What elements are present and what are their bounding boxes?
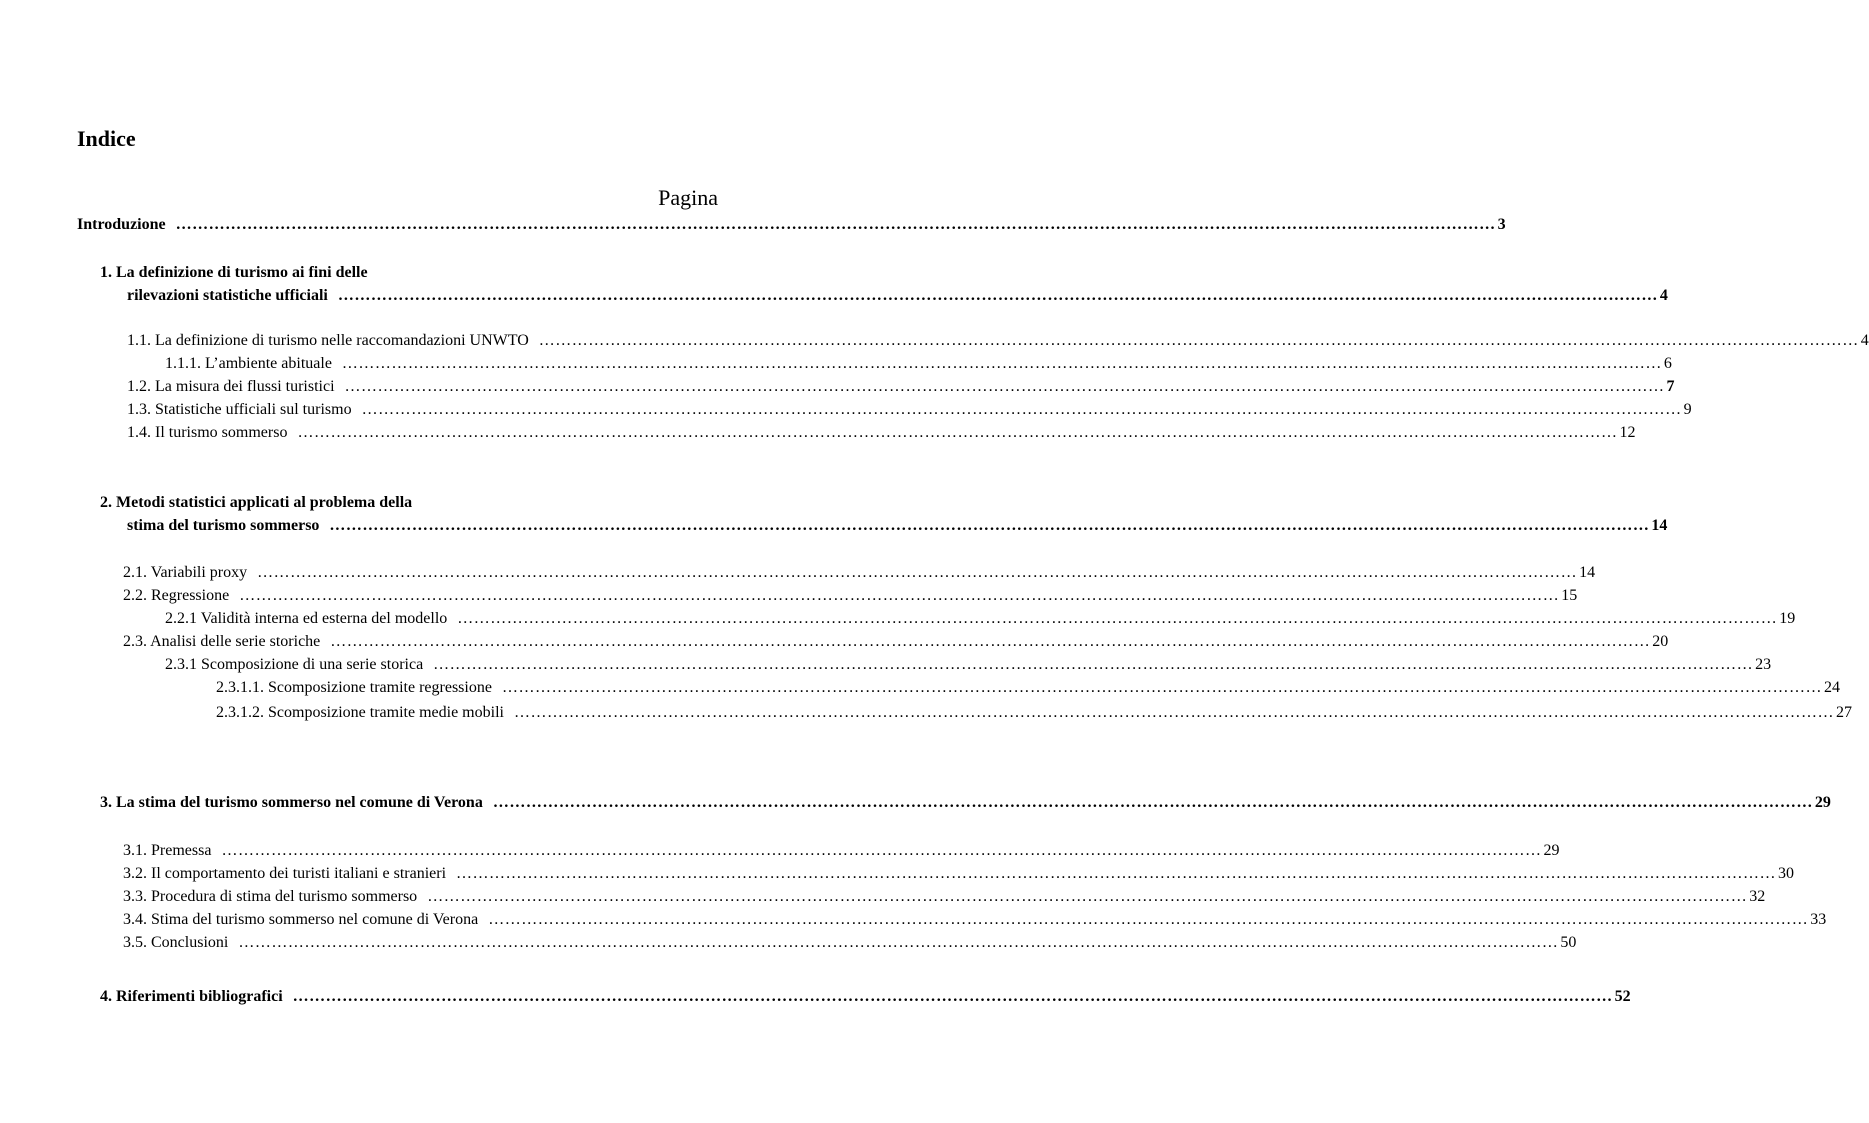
toc-entry-label: 2.3. Analisi delle serie storiche [123,633,321,650]
toc-entry-page: 20 [1652,633,1669,650]
toc-entry-3-2[interactable] [123,863,1795,885]
toc-entry-label: 3. La stima del turismo sommerso nel comune di Verona [100,794,483,811]
leader-dots: …………………………………………………………………………………………………………………………………………………………………………………………………………………… [456,865,1777,882]
toc-entry-page: 14 [1579,564,1596,581]
toc-entry-label: 2.2. Regressione [123,587,230,604]
leader-dots: …………………………………………………………………………………………………………………………………………………………………………………………………………………… [501,679,1822,696]
leader-dots: …………………………………………………………………………………………………………………………………………………………………………………………………………………… [292,988,1613,1005]
toc-entry-intro[interactable] [77,214,1506,236]
toc-entry-page: 19 [1779,610,1796,627]
leader-dots: …………………………………………………………………………………………………………………………………………………………………………………………………………………… [238,934,1559,951]
leader-dots: …………………………………………………………………………………………………………………………………………………………………………………………………………………… [330,633,1651,650]
toc-entry-page: 29 [1543,842,1560,859]
toc-entry-page: 4 [1659,287,1668,304]
toc-entry-1-4[interactable] [127,422,1636,444]
leader-dots: …………………………………………………………………………………………………………………………………………………………………………………………………………………… [488,911,1809,928]
toc-entry-page: 4 [1860,332,1869,349]
toc-entry-page: 14 [1651,517,1668,534]
toc-entry-page: 7 [1666,378,1675,395]
toc-entry-label: 1.3. Statistiche ufficiali sul turismo [127,401,352,418]
toc-entry-2-3[interactable] [123,631,1669,653]
toc-entry-page: 6 [1663,355,1672,372]
toc-entry-page: 33 [1810,911,1827,928]
toc-entry-3-5[interactable] [123,932,1577,954]
toc-entry-label: 3.3. Procedura di stima del turismo sommerso [123,888,418,905]
page-column-header: Pagina [658,185,718,210]
toc-entry-chapter-3[interactable] [100,792,1831,814]
toc-entry-2-3-1-2[interactable] [216,702,1852,724]
toc-entry-page: 30 [1778,865,1795,882]
toc-entry-label: stima del turismo sommerso [127,517,320,534]
toc-entry-3-1[interactable] [123,840,1560,862]
toc-entry-label: 3.5. Conclusioni [123,934,229,951]
toc-entry-label: 2.2.1 Validità interna ed esterna del modello [165,610,448,627]
leader-dots: …………………………………………………………………………………………………………………………………………………………………………………………………………………… [297,424,1618,441]
leader-dots: …………………………………………………………………………………………………………………………………………………………………………………………………………………… [341,355,1662,372]
toc-entry-page: 15 [1561,587,1578,604]
toc-chapter-1-line1[interactable]: 1. La definizione di turismo ai fini delle [100,264,368,281]
toc-entry-label: rilevazioni statistiche ufficiali [127,287,328,304]
leader-dots: …………………………………………………………………………………………………………………………………………………………………………………………………………………… [433,656,1754,673]
toc-entry-chapter-2[interactable] [127,515,1668,537]
toc-entry-label: 2.3.1.2. Scomposizione tramite medie mobili [216,704,504,721]
toc-entry-label: 3.4. Stima del turismo sommerso nel comune di Verona [123,911,479,928]
leader-dots: …………………………………………………………………………………………………………………………………………………………………………………………………………………… [329,517,1650,534]
leader-dots: …………………………………………………………………………………………………………………………………………………………………………………………………………………… [492,794,1813,811]
toc-entry-label: 4. Riferimenti bibliografici [100,988,283,1005]
toc-entry-label: Introduzione [77,216,166,233]
leader-dots: …………………………………………………………………………………………………………………………………………………………………………………………………………………… [457,610,1778,627]
leader-dots: …………………………………………………………………………………………………………………………………………………………………………………………………………………… [427,888,1748,905]
toc-entry-3-3[interactable] [123,886,1766,908]
toc-entry-page: 12 [1619,424,1636,441]
toc-entry-label: 2.3.1.1. Scomposizione tramite regressione [216,679,492,696]
toc-entry-page: 3 [1497,216,1506,233]
leader-dots: …………………………………………………………………………………………………………………………………………………………………………………………………………………… [538,332,1859,349]
page-title: Indice [77,126,136,151]
toc-entry-3-4[interactable] [123,909,1827,931]
leader-dots: …………………………………………………………………………………………………………………………………………………………………………………………………………………… [175,216,1496,233]
leader-dots: …………………………………………………………………………………………………………………………………………………………………………………………………………………… [257,564,1578,581]
toc-entry-page: 50 [1560,934,1577,951]
toc-entry-label: 2.3.1 Scomposizione di una serie storica [165,656,424,673]
toc-entry-label: 1.2. La misura dei flussi turistici [127,378,335,395]
leader-dots: …………………………………………………………………………………………………………………………………………………………………………………………………………………… [344,378,1665,395]
toc-entry-1-1[interactable] [127,330,1869,352]
toc-entry-chapter-1[interactable] [127,285,1668,307]
toc-entry-page: 24 [1823,679,1840,696]
toc-entry-1-2[interactable] [127,376,1675,398]
toc-entry-page: 23 [1755,656,1772,673]
toc-entry-label: 1.1.1. L’ambiente abituale [165,355,332,372]
toc-entry-page: 29 [1814,794,1831,811]
toc-entry-2-3-1[interactable] [165,654,1772,676]
toc-entry-1-3[interactable] [127,399,1692,421]
leader-dots: …………………………………………………………………………………………………………………………………………………………………………………………………………………… [361,401,1682,418]
toc-entry-page: 52 [1614,988,1631,1005]
leader-dots: …………………………………………………………………………………………………………………………………………………………………………………………………………………… [221,842,1542,859]
toc-entry-label: 1.4. Il turismo sommerso [127,424,288,441]
toc-entry-2-1[interactable] [123,562,1596,584]
toc-entry-label: 1.1. La definizione di turismo nelle raccomandazioni UNWTO [127,332,529,349]
toc-entry-page: 9 [1683,401,1692,418]
toc-entry-2-2[interactable] [123,585,1578,607]
leader-dots: …………………………………………………………………………………………………………………………………………………………………………………………………………………… [337,287,1658,304]
toc-entry-chapter-4[interactable] [100,986,1631,1008]
toc-entry-label: 3.2. Il comportamento dei turisti italiani e stranieri [123,865,447,882]
leader-dots: …………………………………………………………………………………………………………………………………………………………………………………………………………………… [239,587,1560,604]
toc-entry-label: 2.1. Variabili proxy [123,564,248,581]
toc-entry-2-2-1[interactable] [165,608,1796,630]
toc-entry-1-1-1[interactable] [165,353,1672,375]
toc-entry-page: 27 [1835,704,1852,721]
toc-chapter-2-line1[interactable]: 2. Metodi statistici applicati al problema della [100,494,413,511]
leader-dots: …………………………………………………………………………………………………………………………………………………………………………………………………………………… [513,704,1834,721]
toc-entry-2-3-1-1[interactable] [216,677,1840,699]
toc-entry-page: 32 [1749,888,1766,905]
toc-entry-label: 3.1. Premessa [123,842,212,859]
